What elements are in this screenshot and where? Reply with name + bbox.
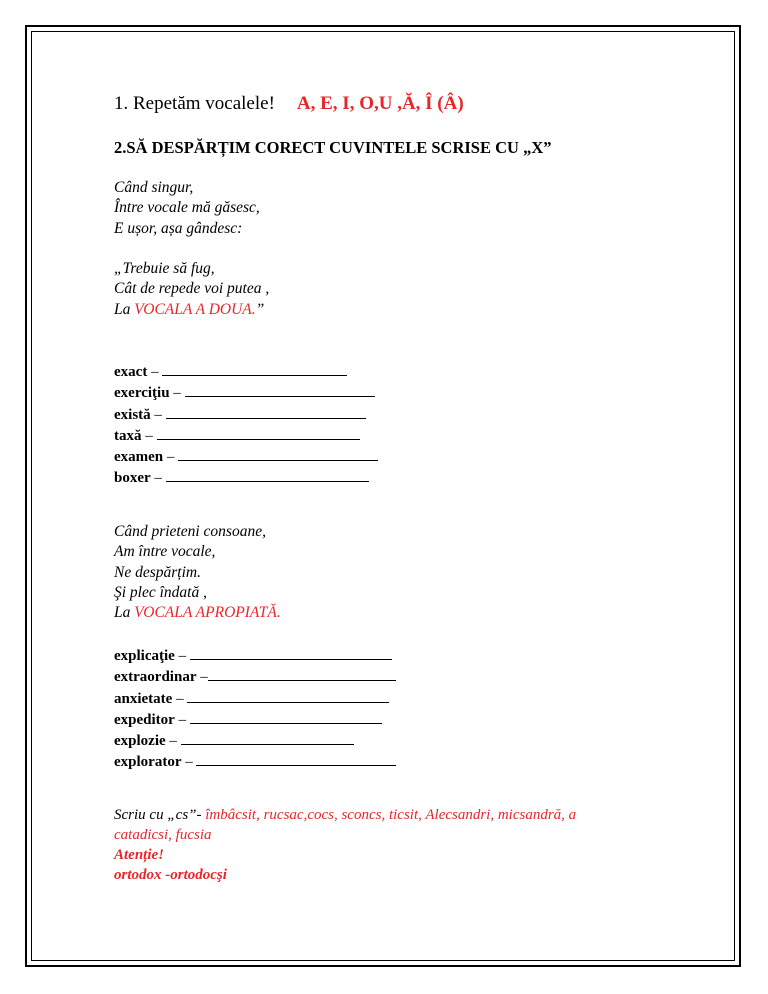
exception-example: ortodox -ortodocşi (114, 867, 227, 883)
answer-blank[interactable] (166, 467, 369, 482)
cs-note (114, 805, 576, 885)
exercise-row: examen – (114, 446, 378, 467)
answer-blank[interactable] (157, 425, 360, 440)
exercise-row: anxietate – (114, 688, 396, 709)
answer-blank[interactable] (162, 361, 347, 376)
exercise-row: există – (114, 404, 378, 425)
heading-x-words: 2.SĂ DESPĂRȚIM CORECT CUVINTELE SCRISE CU „X” (114, 138, 552, 157)
poem-line-rule: La VOCALA A DOUA.” (114, 300, 265, 318)
answer-blank[interactable] (185, 382, 375, 397)
exercise-row: expeditor – (114, 709, 396, 730)
poem-three (114, 522, 281, 623)
poem-line: Cât de repede voi putea , (114, 280, 270, 298)
poem-line: „Trebuie să fug, (114, 260, 215, 277)
exercise-word: explorator (114, 754, 182, 771)
rule-highlight: VOCALA APROPIATĂ. (134, 604, 281, 622)
exercise-word: extraordinar (114, 669, 197, 686)
answer-blank[interactable] (181, 730, 354, 745)
exercise-row: explorator – (114, 751, 396, 772)
poem-line: Şi plec îndată , (114, 583, 207, 601)
exercise-word: boxer (114, 470, 151, 487)
answer-blank[interactable] (208, 666, 396, 681)
note-prefix: Scriu cu „cs”- (114, 807, 206, 823)
exercise-row: explicaţie – (114, 645, 396, 666)
note-examples: îmbâcsit, rucsac,cocs, sconcs, ticsit, Alecsandri, micsandră, a (205, 807, 577, 823)
heading-vowels (114, 93, 464, 115)
exercise-word: anxietate (114, 690, 173, 707)
poem-line: Ne despărțim. (114, 563, 201, 581)
poem-two (114, 259, 269, 320)
answer-blank[interactable] (166, 404, 366, 419)
answer-blank[interactable] (190, 709, 382, 724)
exercise-row: boxer – (114, 467, 378, 488)
answer-blank[interactable] (190, 645, 392, 660)
exercise-word: există (114, 406, 151, 423)
attention-label: Atenție! (114, 847, 165, 863)
exercise-row: explozie – (114, 730, 396, 751)
exercise-row: exerciţiu – (114, 382, 378, 403)
answer-blank[interactable] (178, 446, 378, 461)
poem-line: Când singur, (114, 179, 194, 196)
poem-line: Am între vocale, (114, 543, 216, 561)
answer-blank[interactable] (196, 751, 396, 766)
poem-one (114, 178, 260, 239)
exercise-word: exact (114, 364, 148, 380)
answer-blank[interactable] (187, 688, 389, 703)
exercise-one (114, 361, 378, 489)
exercise-word: explicaţie (114, 648, 175, 664)
poem-line: Când prieteni consoane, (114, 523, 266, 540)
heading-vowels-text: 1. Repetăm vocalele! (114, 93, 275, 114)
exercise-row: exact – (114, 361, 378, 382)
exercise-word: explozie (114, 733, 166, 750)
exercise-row: taxă – (114, 425, 378, 446)
poem-line: Între vocale mă găsesc, (114, 199, 260, 217)
exercise-word: expeditor (114, 711, 175, 728)
rule-highlight: VOCALA A DOUA. (134, 300, 256, 318)
exercise-row: extraordinar – (114, 666, 396, 687)
exercise-word: examen (114, 449, 164, 466)
note-examples-continued: catadicsi, fucsia (114, 827, 212, 843)
exercise-two (114, 645, 396, 773)
exercise-word: exerciţiu (114, 385, 170, 402)
note-line (114, 805, 576, 825)
poem-line-rule: La VOCALA APROPIATĂ. (114, 604, 281, 622)
vowel-list: A, E, I, O,U ,Ă, Î (Â) (296, 93, 464, 114)
exercise-word: taxă (114, 427, 142, 444)
poem-line: E ușor, așa gândesc: (114, 219, 243, 237)
